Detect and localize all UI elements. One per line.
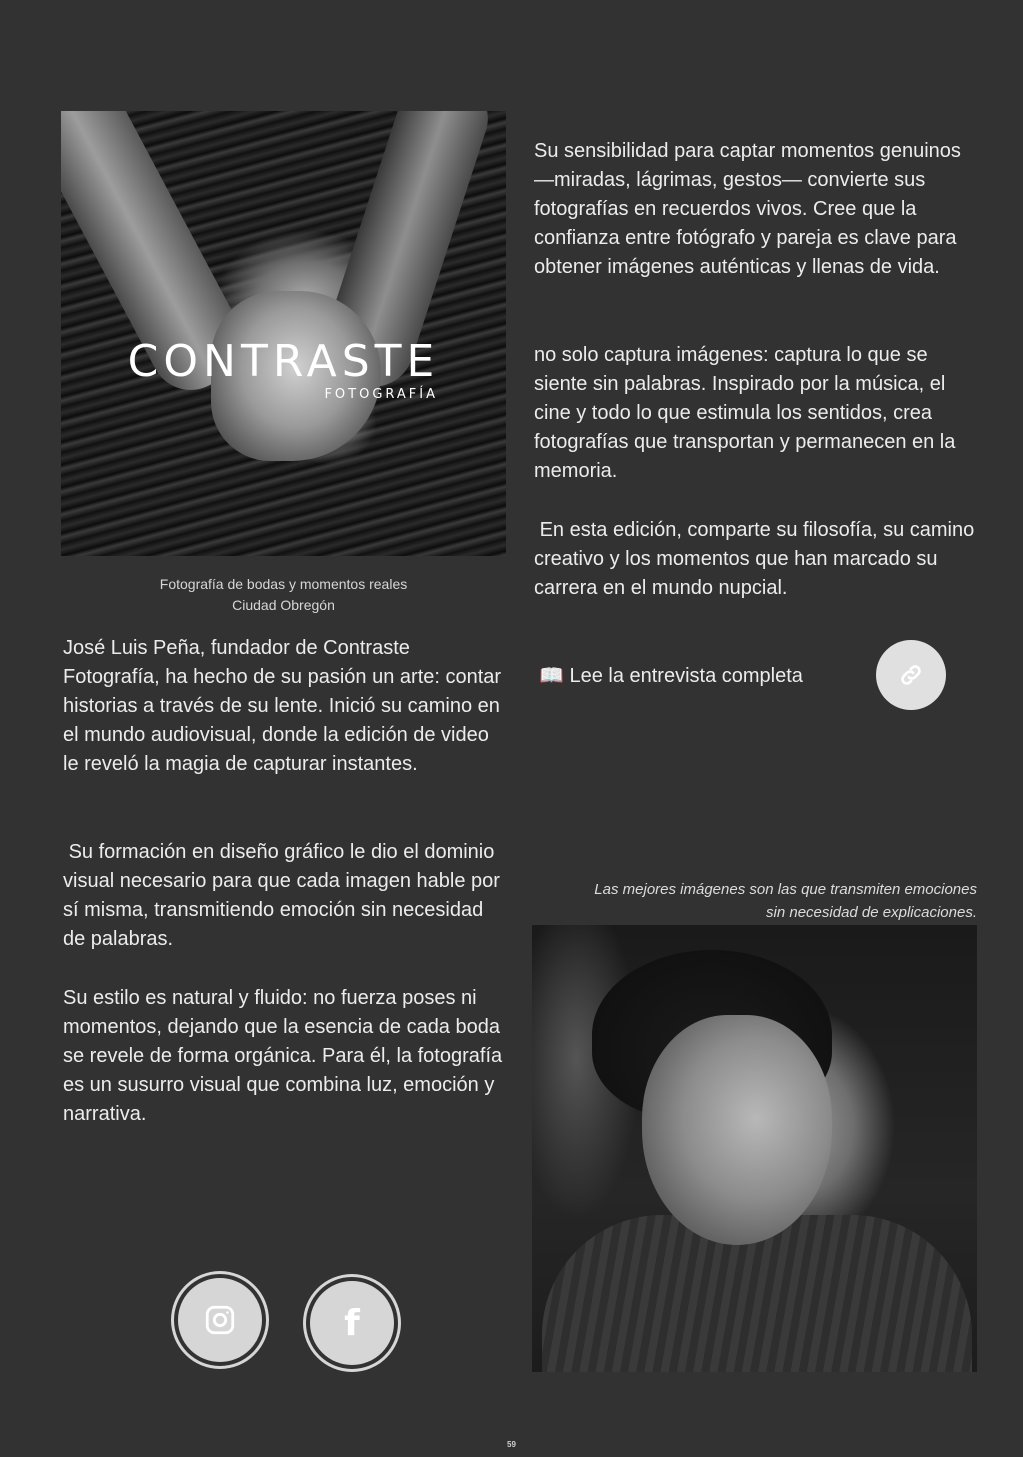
photographer-portrait — [532, 925, 977, 1372]
quote-line-1: Las mejores imágenes son las que transmiten emociones — [594, 881, 977, 898]
instagram-icon — [203, 1303, 237, 1337]
instagram-button[interactable] — [174, 1274, 266, 1366]
contraste-logo-photo — [61, 111, 506, 556]
left-paragraph-2: Su formación en diseño gráfico le dio el dominio visual necesario para que cada imagen hable por sí misma, transmitiendo emoción sin necesidad de palabras. — [63, 841, 506, 950]
right-paragraph-1: Su sensibilidad para captar momentos genuinos —miradas, lágrimas, gestos— convierte sus fotografías en recuerdos vivos. Cree que la confianza entre fotógrafo y pareja es clave para obtener imágenes auténticas y llenas de vida. — [534, 140, 961, 278]
facebook-icon: f — [344, 1302, 360, 1344]
left-paragraph-1: José Luis Peña, fundador de Contraste Fotografía, ha hecho de su pasión un arte: contar historias a través de su lente. Inició su camino en el mundo audiovisual, donde la edición de video le reveló la magia de capturar instantes. — [63, 637, 502, 775]
link-icon — [898, 662, 924, 688]
caption-line-2: Ciudad Obregón — [232, 597, 335, 613]
facebook-button[interactable] — [306, 1277, 398, 1369]
logo-subtitle: FOTOGRAFÍA — [324, 387, 438, 402]
photo-caption — [61, 574, 506, 616]
right-paragraph-3: En esta edición, comparte su filosofía, su camino creativo y los momentos que han marcado su carrera en el mundo nupcial. — [534, 519, 980, 599]
read-interview-link[interactable]: 📖 Lee la entrevista completa — [539, 665, 803, 687]
quote-line-2: sin necesidad de explicaciones. — [766, 904, 977, 921]
right-paragraph-2: no solo captura imágenes: captura lo que se siente sin palabras. Inspirado por la música, el cine y todo lo que estimula los sentidos, crea fotografías que transportan y permanecen en la memoria. — [534, 344, 956, 482]
page-number: 59 — [507, 1440, 516, 1449]
left-paragraph-3: Su estilo es natural y fluido: no fuerza poses ni momentos, dejando que la esencia de cada boda se revele de forma orgánica. Para él, la fotografía es un susurro visual que combina luz, emoción y narrativa. — [63, 987, 503, 1125]
portrait-face-shape — [642, 1015, 832, 1245]
logo-wordmark: CONTRASTE — [127, 336, 440, 387]
caption-line-1: Fotografía de bodas y momentos reales — [159, 576, 408, 592]
link-button[interactable] — [876, 640, 946, 710]
pull-quote — [533, 878, 977, 924]
